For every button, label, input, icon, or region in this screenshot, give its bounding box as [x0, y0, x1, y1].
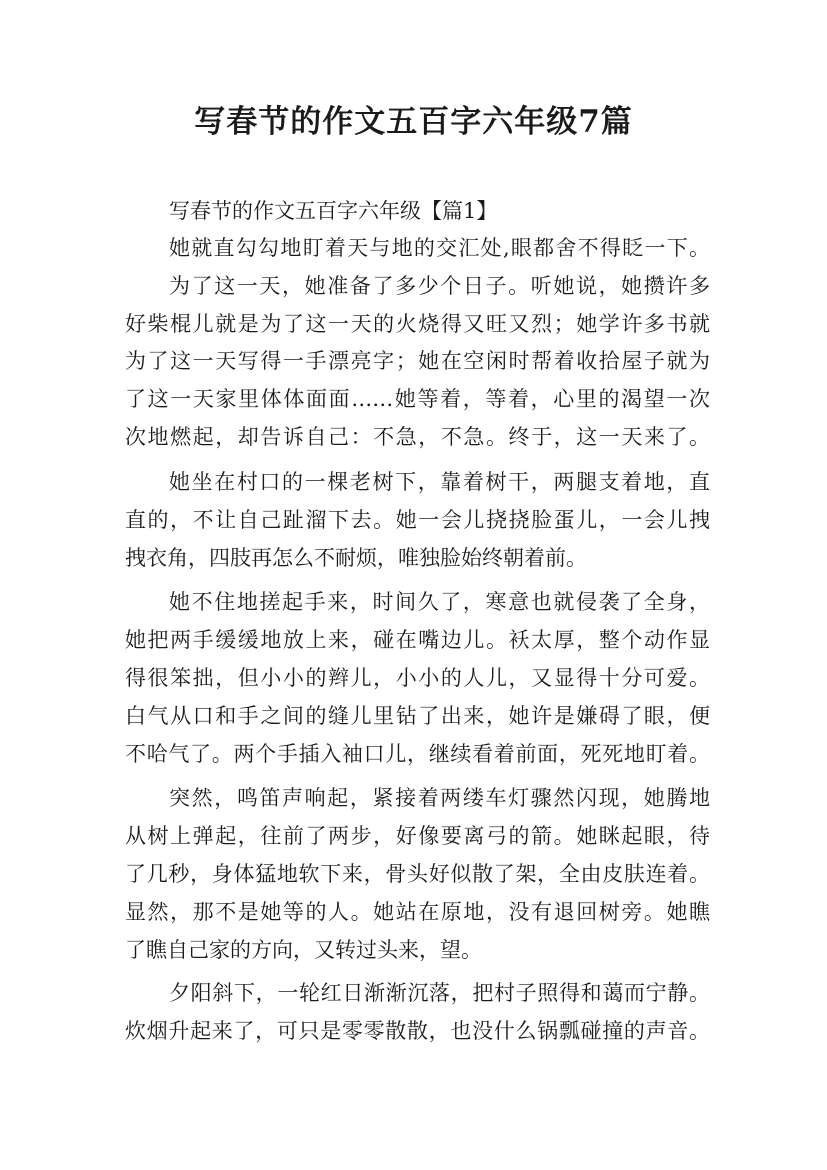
- paragraph-line: 显然，那不是她等的人。她站在原地，没有退回树旁。她瞧: [125, 900, 710, 924]
- paragraph-line: 了几秒，身体猛地软下来，骨头好似散了架，全由皮肤连着。: [125, 862, 710, 886]
- paragraph-line: 炊烟升起来了，可只是零零散散，也没什么锅瓢碰撞的声音。: [125, 1019, 710, 1043]
- paragraph-line: 了瞧自己家的方向，又转过头来，望。: [125, 938, 482, 962]
- paragraph-line: 得很笨拙，但小小的辫儿，小小的人儿，又显得十分可爱。: [125, 666, 710, 690]
- paragraph-line: 了这一天家里体体面面……她等着，等着，心里的渴望一次: [125, 387, 710, 411]
- paragraph-line: 突然，鸣笛声响起，紧接着两缕车灯骤然闪现，她腾地: [169, 786, 710, 810]
- paragraph-line: 她坐在村口的一棵老树下，靠着树干，两腿支着地，直: [169, 470, 710, 494]
- paragraph-line: 不哈气了。两个手插入袖口儿，继续看着前面，死死地盯着。: [125, 742, 710, 766]
- paragraph-line: 从树上弹起，往前了两步，好像要离弓的箭。她眯起眼，待: [125, 824, 710, 848]
- paragraph-line: 为了这一天写得一手漂亮字；她在空闲时帮着收拾屋子就为: [125, 349, 710, 373]
- paragraph-line: 她就直勾勾地盯着天与地的交汇处,眼都舍不得眨一下。: [169, 236, 710, 260]
- paragraph-line: 好柴棍儿就是为了这一天的火烧得又旺又烈；她学许多书就: [125, 312, 710, 336]
- essay-subheading: 写春节的作文五百字六年级【篇1】: [169, 199, 498, 223]
- document-title: 写春节的作文五百字六年级7篇: [194, 104, 633, 140]
- paragraph-line: 拽衣角，四肢再怎么不耐烦，唯独脸始终朝着前。: [125, 546, 587, 570]
- paragraph-line: 她把两手缓缓地放上来，碰在嘴边儿。袄太厚，整个动作显: [125, 628, 710, 652]
- paragraph-line: 白气从口和手之间的缝儿里钻了出来，她许是嫌碍了眼，便: [125, 704, 710, 728]
- paragraph-line: 夕阳斜下，一轮红日渐渐沉落，把村子照得和蔼而宁静。: [169, 981, 710, 1005]
- paragraph-line: 次地燃起，却告诉自己：不急，不急。终于，这一天来了。: [125, 425, 710, 449]
- paragraph-line: 她不住地搓起手来，时间久了，寒意也就侵袭了全身，: [169, 590, 710, 614]
- paragraph-line: 直的，不让自己趾溜下去。她一会儿挠挠脸蛋儿，一会儿拽: [125, 508, 710, 532]
- paragraph-line: 为了这一天，她准备了多少个日子。听她说，她攒许多: [169, 274, 710, 298]
